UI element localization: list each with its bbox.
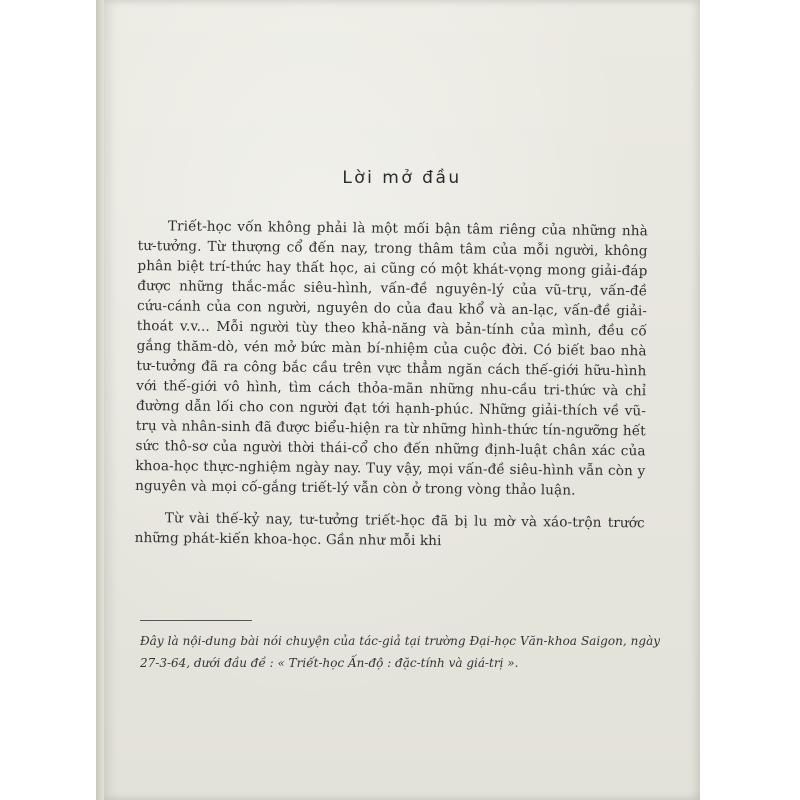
paragraph-2: Từ vài thế-kỷ nay, tư-tưởng triết-học đã bị lu mờ và xáo-trộn trước những phát-kiến khoa-học. Gần như mỗi khi <box>134 510 645 550</box>
chapter-title: Lời mở đầu <box>342 168 462 188</box>
book-page <box>104 0 700 800</box>
footnote: Đây là nội-dung bài nói chuyện của tác-giả tại trường Đại-học Văn-khoa Saigon, ngày 27-3-64, dưới đầu đề : « Triết-học Ấn-độ : đặc-tính và giá-trị ». <box>140 634 660 670</box>
body-text <box>135 216 648 553</box>
paragraph-1: Triết-học vốn không phải là một mối bận tâm riêng của những nhà tư-tưởng. Từ thượng cổ đến nay, trong thâm tâm của mỗi người, không phân biệt trí-thức hay thất học, ai cũng có một khát-vọng mong giải-đáp được những thắc-mắc siêu-hình, vấn-đề nguyên-lý của vũ-trụ, vấn-đề cứu-cánh của con người, nguyên do của đau khổ và an-lạc, vấn-đề giải-thoát v.v... Mỗi người tùy theo khả-năng và bản-tính của mình, đều cố gắng thăm-dò, vén mở bức màn bí-nhiệm của cuộc đời. Có biết bao nhà tư-tưởng đã ra công bắc cầu trên vực thẳm ngăn cách thế-giới hữu-hình với thế-giới vô hình, tìm cách thỏa-mãn những nhu-cầu tri-thức và chỉ đường dẫn lối cho con người đạt tới hạnh-phúc. Những giải-thích về vũ-trụ và nhân-sinh đã được biểu-hiện ra từ những hình-thức tín-ngưỡng hết sức thô-sơ của người thời thái-cổ cho đến những định-luật chân xác của khoa-học thực-nghiệm ngày nay. Tuy vậy, mọi vấn-đề siêu-hình vẫn còn y nguyên và mọi cố-gắng triết-lý vẫn còn ở trong vòng thảo luận. <box>135 218 648 499</box>
footnote-divider <box>140 620 252 621</box>
